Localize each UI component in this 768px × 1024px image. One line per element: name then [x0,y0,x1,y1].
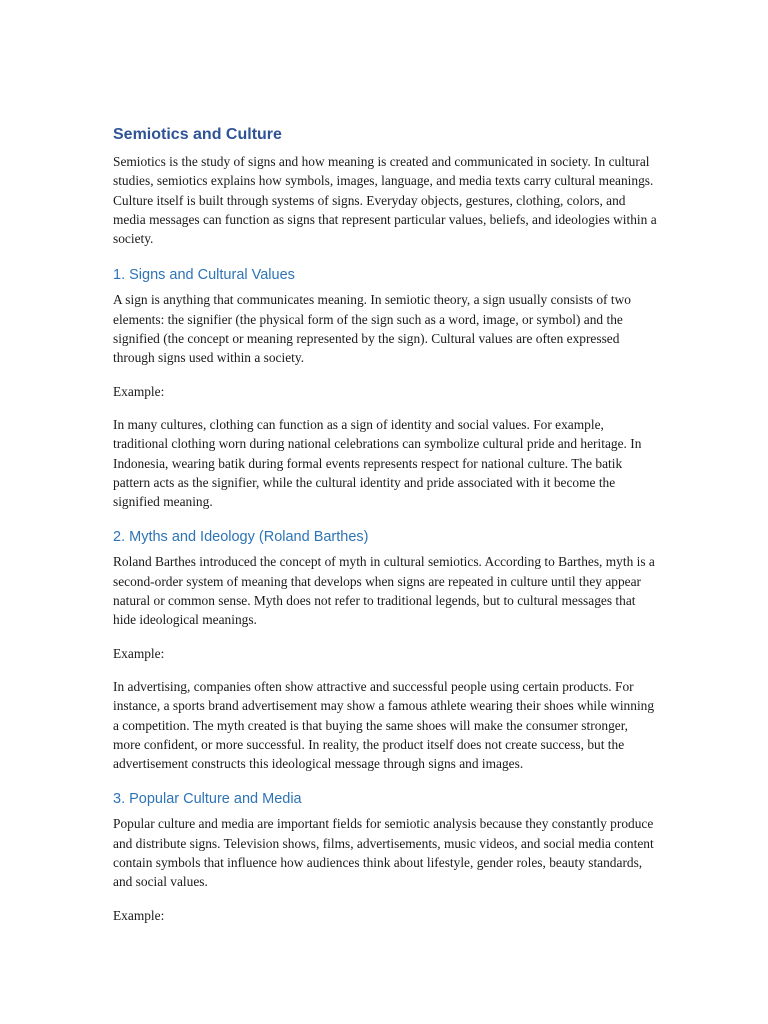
document-page [113,122,658,939]
section-body: A sign is anything that communicates meaning. In semiotic theory, a sign usually consists of two elements: the signifier (the physical form of the sign such as a word, image, or symbol) and the signified (the concept or meaning represented by the sign). Cultural values are often expressed through signs used within a society. [113,292,631,366]
example-label: Example: [113,645,165,661]
section-heading: 2. Myths and Ideology (Roland Barthes) [113,529,369,546]
section-body: Roland Barthes introduced the concept of myth in cultural semiotics. According to Barthes, myth is a second-order system of meaning that develops when signs are repeated in culture until they appear natural or common sense. Myth does not refer to traditional legends, but to cultural messages that hide ideological meanings. [113,554,655,628]
intro-paragraph: Semiotics is the study of signs and how meaning is created and communicated in society. In cultural studies, semiotics explains how symbols, images, language, and media texts carry cultural meanings. Culture itself is built through systems of signs. Everyday objects, gestures, clothing, colors, and media messages can function as signs that represent particular values, beliefs, and ideologies within a society. [113,154,657,247]
example-paragraph: In advertising, companies often show attractive and successful people using certain products. For instance, a sports brand advertisement may show a famous athlete wearing their shoes while winning a competition. The myth created is that buying the same shoes will make the consumer stronger, more confident, or more successful. In reality, the product itself does not create success, but the advertisement constructs this ideological message through signs and images. [113,678,655,772]
example-paragraph: In many cultures, clothing can function as a sign of identity and social values. For example, traditional clothing worn during national celebrations can symbolize cultural pride and heritage. In Indonesia, wearing batik during formal events represents respect for national culture. The batik pattern acts as the signifier, while the cultural identity and pride associated with it become the signified meaning. [113,416,642,510]
document-title: Semiotics and Culture [113,126,282,143]
section-popular-culture-media [113,787,658,924]
example-label: Example: [113,383,165,399]
example-label: Example: [113,907,165,923]
section-signs-cultural-values [113,263,658,511]
intro-section [113,122,658,248]
section-heading: 1. Signs and Cultural Values [113,267,295,284]
section-body: Popular culture and media are important fields for semiotic analysis because they constantly produce and distribute signs. Television shows, films, advertisements, music videos, and social media content contain symbols that influence how audiences think about lifestyle, gender roles, beauty standards, and social values. [113,816,654,890]
section-myths-ideology [113,525,658,773]
section-heading: 3. Popular Culture and Media [113,791,302,808]
